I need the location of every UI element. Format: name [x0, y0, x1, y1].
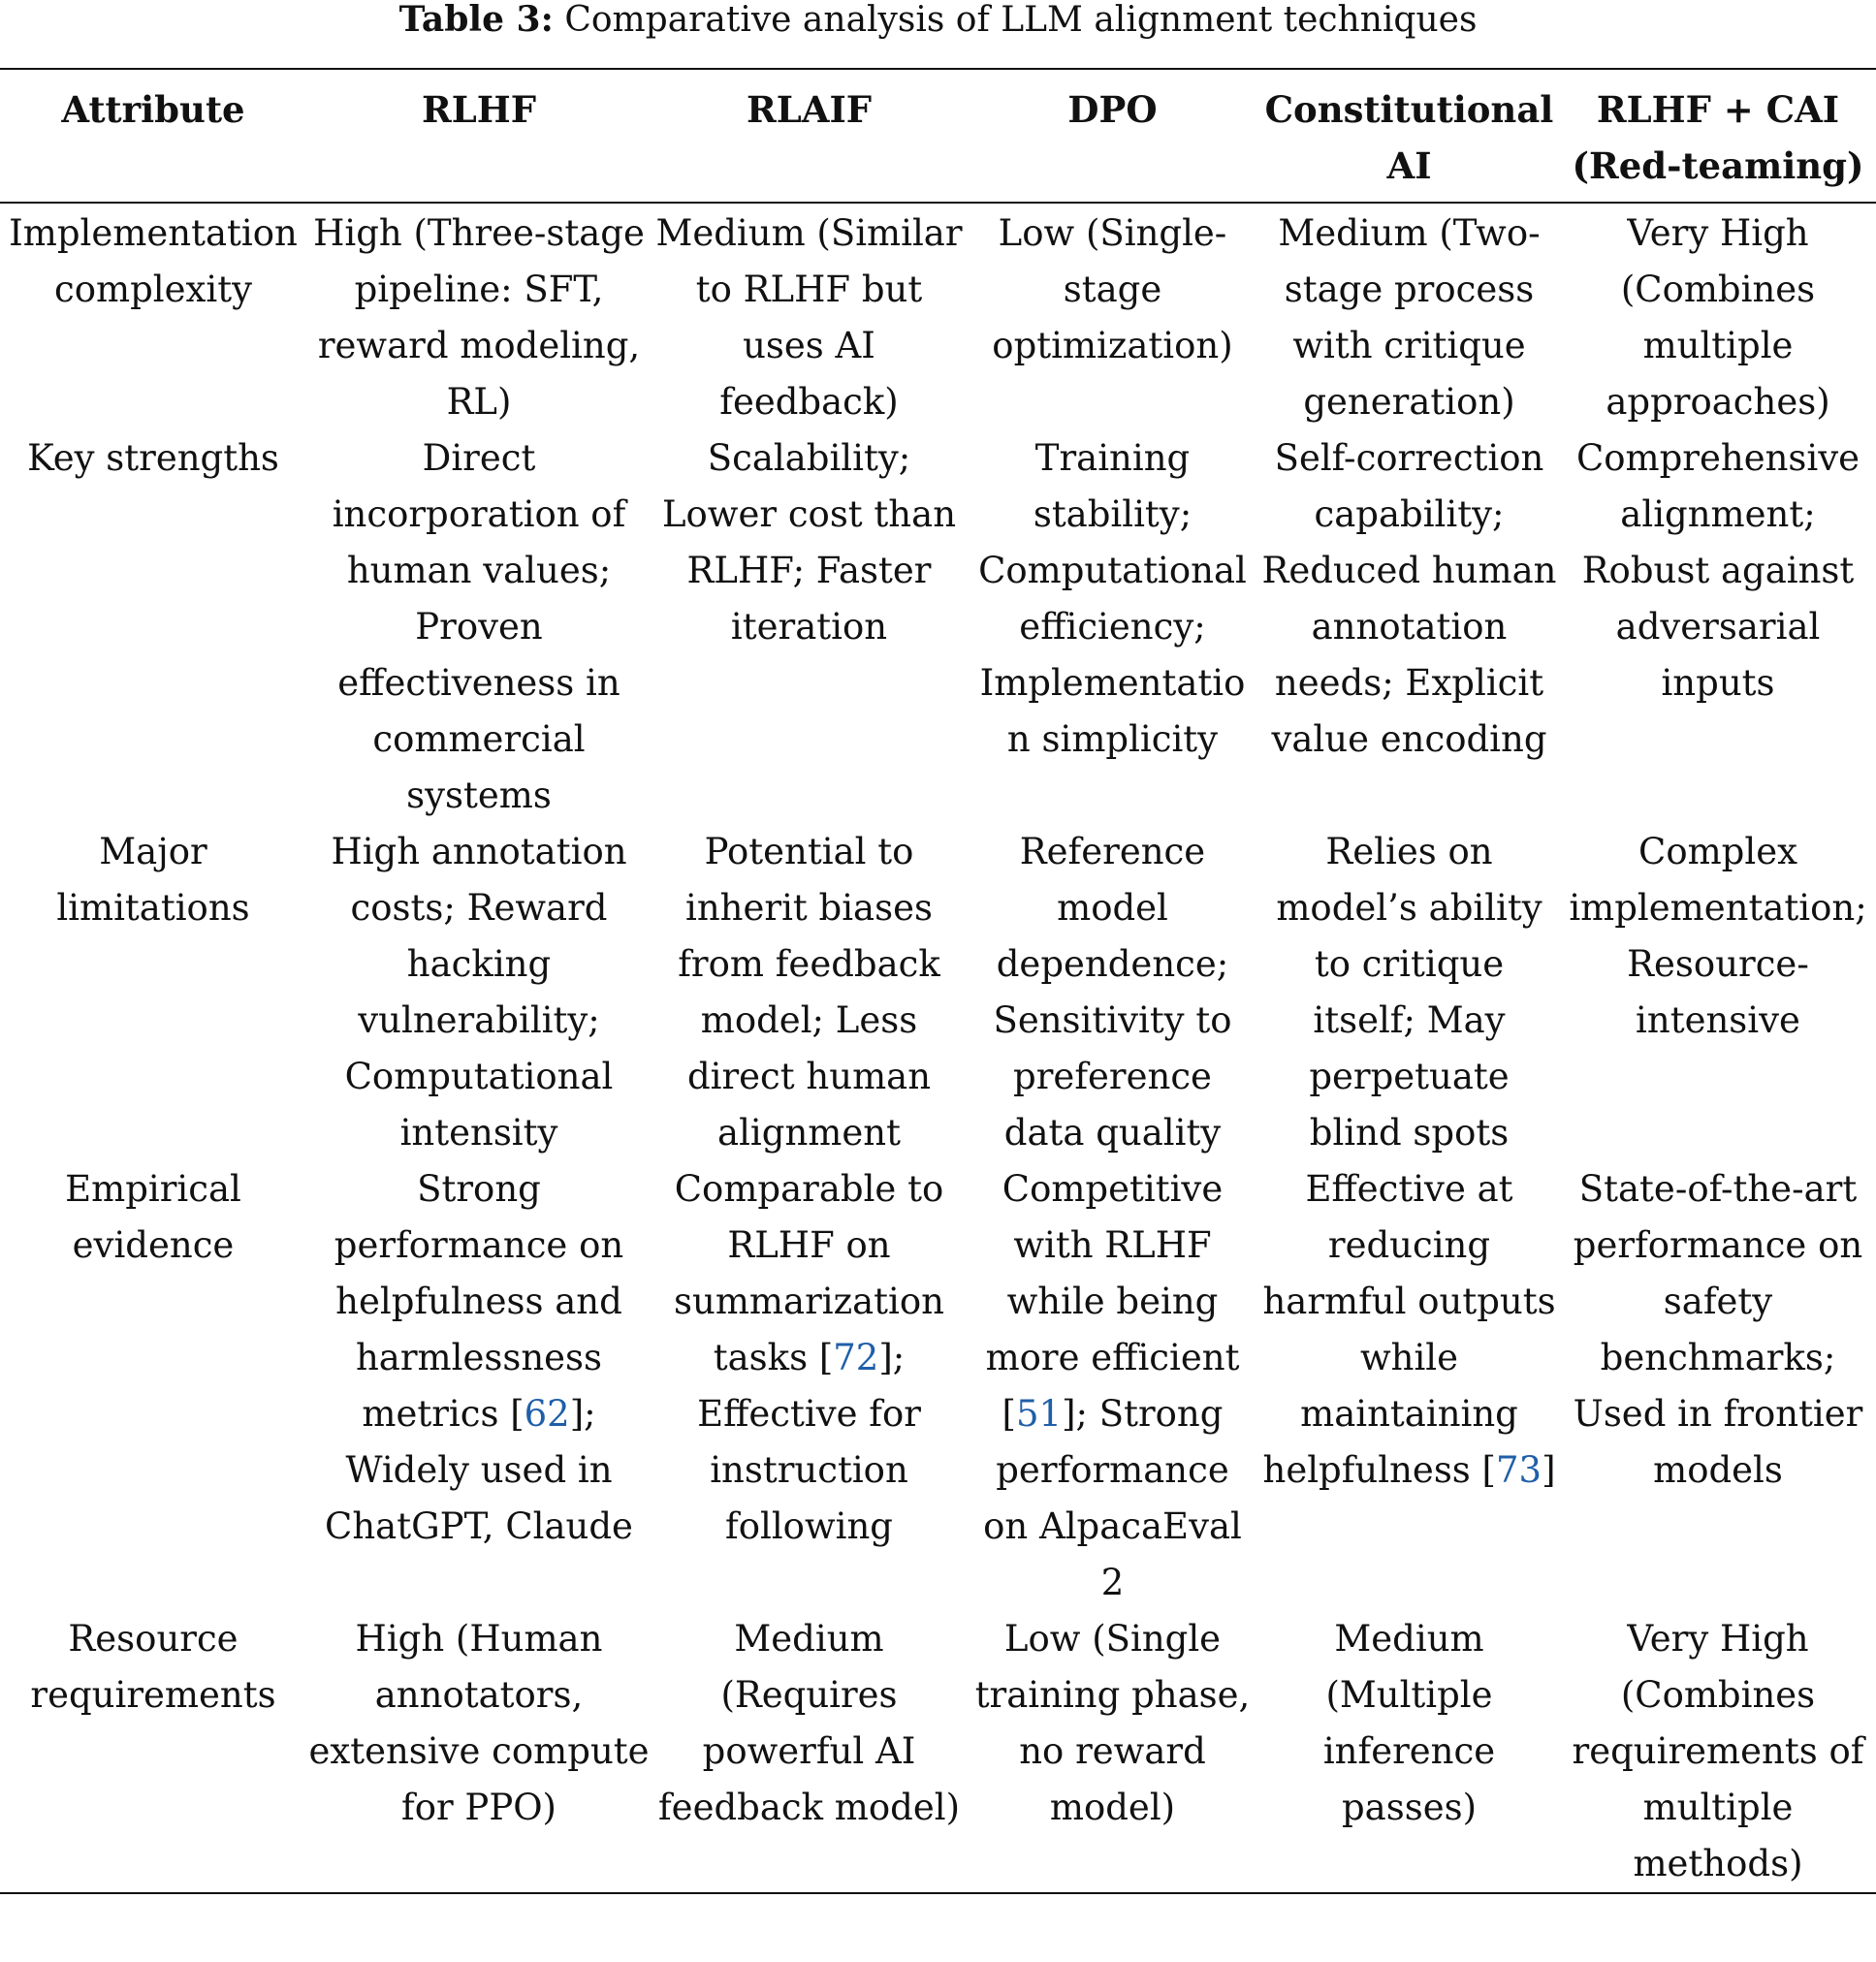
cell-dpo: Low (Single-stage optimization): [992, 212, 1233, 366]
row-attribute: Empirical evidence: [65, 1168, 241, 1266]
cell-rlhf: High (Human annotators, extensive compute for PPO): [308, 1618, 650, 1828]
row-attribute: Implementation complexity: [9, 212, 298, 310]
cell-dpo: [967, 1161, 1258, 1611]
cell-dpo: Training stability; Computational efficiency; Implementation simplicity: [978, 437, 1247, 760]
cell-rlaif: [652, 1161, 967, 1611]
cell-dpo: Reference model dependence; Sensitivity to preference data quality: [993, 831, 1232, 1154]
table-row: [0, 1611, 1876, 1893]
citation-link[interactable]: 73: [1495, 1449, 1542, 1491]
cell-constitutional-ai: Medium (Two-stage process with critique generation): [1278, 212, 1541, 423]
table-caption-label: Table 3:: [398, 0, 554, 40]
cell-text: ]; Effective for instruction following: [697, 1337, 921, 1547]
cell-constitutional-ai: Relies on model’s ability to critique itself; May perpetuate blind spots: [1276, 831, 1542, 1154]
citation-link[interactable]: 72: [833, 1337, 879, 1378]
cell-text: Effective at reducing harmful outputs while maintaining helpfulness [: [1262, 1168, 1556, 1491]
cell-rlaif: Potential to inherit biases from feedback model; Less direct human alignment: [678, 831, 940, 1154]
cell-rlhf: High (Three-stage pipeline: SFT, reward modeling, RL): [313, 212, 645, 423]
table-row: [0, 824, 1876, 1161]
table-row: [0, 203, 1876, 430]
cell-rlhf: Direct incorporation of human values; Proven effectiveness in commercial systems: [332, 437, 626, 816]
cell-dpo: Low (Single training phase, no reward model): [974, 1618, 1251, 1828]
row-attribute: Key strengths: [27, 437, 279, 479]
cell-constitutional-ai: Medium (Multiple inference passes): [1322, 1618, 1496, 1828]
cell-rlaif: Medium (Similar to RLHF but uses AI feedback): [655, 212, 963, 423]
header-attribute: Attribute: [61, 88, 245, 131]
header-dpo: DPO: [1067, 88, 1158, 131]
cell-rlhf-cai: Comprehensive alignment; Robust against adversarial inputs: [1575, 437, 1860, 704]
cell-rlhf: [306, 1161, 652, 1611]
cell-constitutional-ai: Self-correction capability; Reduced human annotation needs; Explicit value encoding: [1261, 437, 1557, 760]
table-caption: [0, 0, 1876, 43]
cell-rlhf-cai: Very High (Combines multiple approaches): [1606, 212, 1830, 423]
header-constitutional-ai: Constitutional AI: [1264, 88, 1554, 187]
table-row: [0, 430, 1876, 824]
row-attribute: Resource requirements: [30, 1618, 276, 1716]
cell-rlhf-cai: [1560, 1161, 1876, 1611]
cell-text: Comparable to RLHF on summarization tasks [: [674, 1168, 944, 1378]
header-rlhf: RLHF: [422, 88, 536, 131]
row-attribute: Major limitations: [56, 831, 250, 929]
cell-rlhf: High annotation costs; Reward hacking vulnerability; Computational intensity: [331, 831, 627, 1154]
citation-link[interactable]: 62: [524, 1393, 570, 1435]
header-rlaif: RLAIF: [746, 88, 873, 131]
cell-rlhf-cai: Very High (Combines requirements of multiple methods): [1572, 1618, 1864, 1884]
cell-text: ]: [1542, 1449, 1556, 1491]
cell-rlaif: Scalability; Lower cost than RLHF; Faster iteration: [661, 437, 957, 648]
cell-text: Competitive with RLHF while being more efficient [: [985, 1168, 1240, 1435]
cell-text: Strong performance on helpfulness and harmlessness metrics [: [334, 1168, 624, 1435]
table-caption-text: Comparative analysis of LLM alignment techniques: [564, 0, 1478, 40]
cell-constitutional-ai: [1258, 1161, 1560, 1611]
comparison-table: [0, 68, 1876, 1894]
header-rlhf-cai: RLHF + CAI (Red-teaming): [1572, 88, 1864, 187]
table-row: [0, 1161, 1876, 1611]
cell-text: ]; Strong performance on AlpacaEval 2: [983, 1393, 1242, 1603]
cell-rlhf-cai: Complex implementation; Resource-intensive: [1569, 831, 1867, 1041]
citation-link[interactable]: 51: [1015, 1393, 1063, 1435]
cell-text: State-of-the-art performance on safety benchmarks; Used in frontier models: [1573, 1168, 1863, 1491]
cell-text: ]; Widely used in ChatGPT, Claude: [325, 1393, 633, 1547]
table-header-row: [0, 69, 1876, 203]
cell-rlaif: Medium (Requires powerful AI feedback model): [657, 1618, 961, 1828]
